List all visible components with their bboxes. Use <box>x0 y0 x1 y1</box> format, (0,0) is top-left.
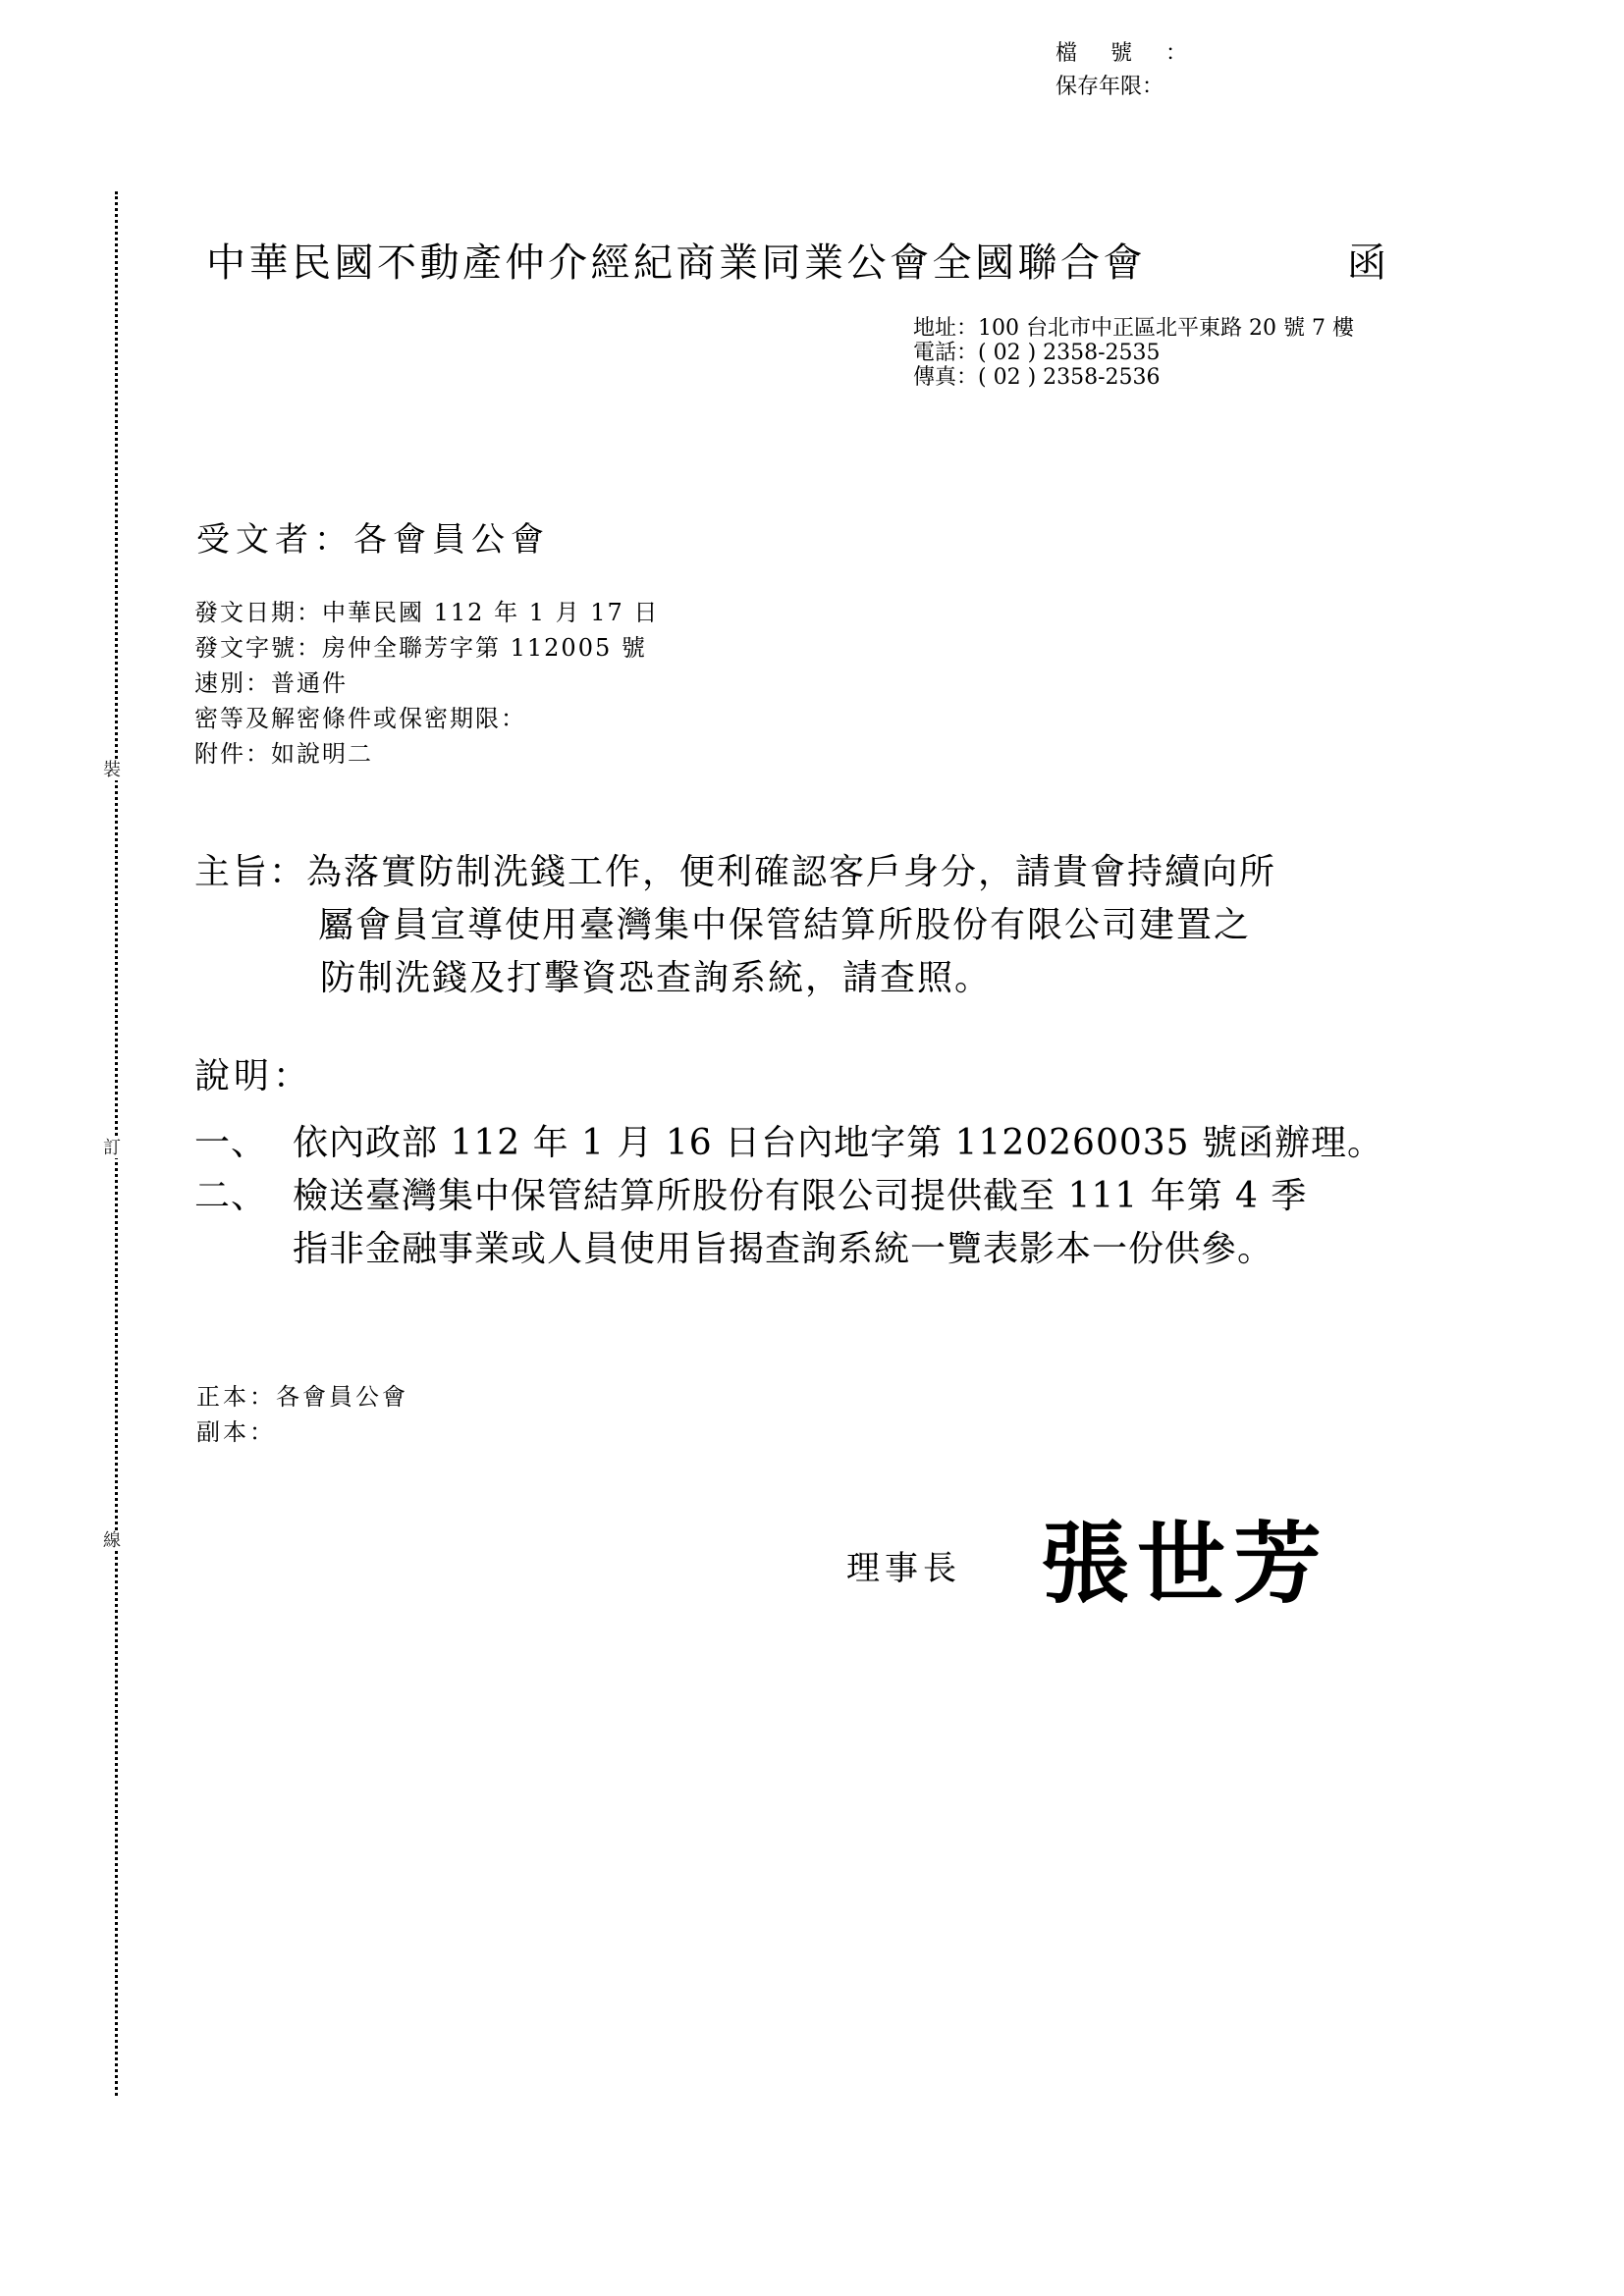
explanation-item-2 <box>194 1170 1383 1223</box>
document-type: 函 <box>1347 240 1386 286</box>
organization-title: 中華民國不動產仲介經紀商業同業公會全國聯合會 <box>206 240 1146 286</box>
contact-block <box>913 316 1354 390</box>
subject-text-2: 屬會員宣導使用臺灣集中保管結算所股份有限公司建置之 <box>318 905 1252 945</box>
copy-recipients: 副本： <box>196 1418 276 1446</box>
original-recipients: 正本：各會員公會 <box>196 1383 408 1411</box>
item-number: 一、 <box>194 1123 268 1163</box>
recipient-value: 各會員公會 <box>353 520 550 560</box>
file-number-colon: ： <box>1165 41 1188 66</box>
signatory-name-seal: 張世芳 <box>1041 1513 1329 1616</box>
doc-number: 發文字號：房仲全聯芳字第 112005 號 <box>194 634 647 662</box>
subject-text-3: 防制洗錢及打擊資恐查詢系統，請查照。 <box>320 958 993 998</box>
address: 地址：100 台北市中正區北平東路 20 號 7 樓 <box>913 316 1354 341</box>
subject-line-1 <box>194 846 1276 899</box>
attachment: 附件：如說明二 <box>194 740 373 768</box>
explanation-item-1 <box>194 1117 1383 1170</box>
subject-section <box>194 846 1276 1005</box>
explanation-heading: 說明： <box>194 1056 313 1096</box>
fax: 傳真：( 02 ) 2358-2536 <box>913 365 1161 390</box>
retention-row <box>1056 71 1187 104</box>
signatory-title: 理事長 <box>846 1549 961 1588</box>
file-number-label: 檔號 <box>1056 41 1166 66</box>
distribution-block <box>196 1379 408 1450</box>
phone: 電話：( 02 ) 2358-2535 <box>913 341 1161 365</box>
priority: 速別：普通件 <box>194 669 348 697</box>
retention-label: 保存年限 <box>1056 75 1143 99</box>
item-text: 檢送臺灣集中保管結算所股份有限公司提供截至 111 年第 4 季 <box>293 1176 1308 1216</box>
explanation-item-2-continued <box>194 1223 1383 1276</box>
binding-mark-zhuang: 裝 <box>103 760 121 780</box>
subject-label: 主旨： <box>194 852 307 892</box>
recipient-label: 受文者： <box>196 520 353 560</box>
issue-date: 發文日期：中華民國 112 年 1 月 17 日 <box>194 599 660 626</box>
subject-line-2 <box>194 899 1276 952</box>
item-number: 二、 <box>194 1176 268 1216</box>
binding-mark-xian: 線 <box>103 1530 121 1551</box>
explanation-list <box>194 1117 1383 1276</box>
retention-colon: ： <box>1142 75 1164 99</box>
item-text: 指非金融事業或人員使用旨揭查詢系統一覽表影本一份供參。 <box>293 1229 1274 1269</box>
classification: 密等及解密條件或保密期限： <box>194 705 526 732</box>
file-number-row <box>1056 37 1187 71</box>
file-info-block <box>1056 37 1187 104</box>
recipient <box>196 512 550 561</box>
document-meta <box>194 595 659 772</box>
binding-mark-ding: 訂 <box>103 1138 121 1158</box>
item-text: 依內政部 112 年 1 月 16 日台內地字第 1120260035 號函辦理。 <box>293 1123 1384 1163</box>
subject-line-3 <box>194 952 1276 1005</box>
subject-text-1: 為落實防制洗錢工作，便利確認客戶身分，請貴會持續向所 <box>306 852 1277 892</box>
